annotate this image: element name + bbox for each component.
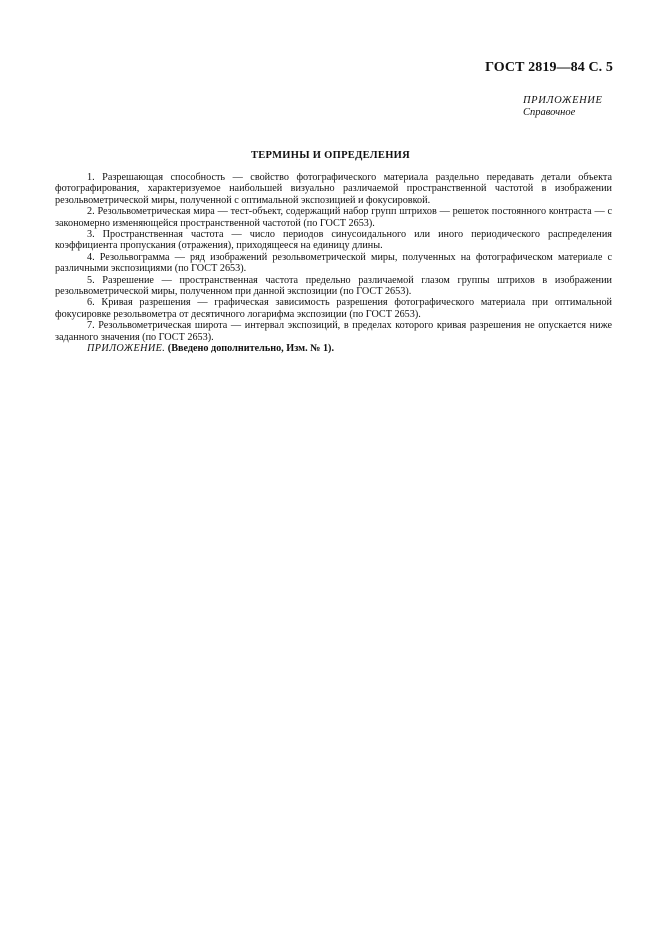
annex-label: [523, 95, 603, 119]
term-paragraph-6: 6. Кривая разрешения — графическая зависимость разрешения фотографического материала при оптимальной фокусировке резольвометра от десятичного логарифма экспозиции (по ГОСТ 2653).: [55, 297, 612, 320]
term-paragraph-5: 5. Разрешение — пространственная частота предельно различаемой глазом группы штрихов в изображении резольвометрической миры, полученном при данной экспозиции (по ГОСТ 2653).: [55, 274, 612, 298]
document-title: ТЕРМИНЫ И ОПРЕДЕЛЕНИЯ: [250, 150, 411, 161]
page-header: ГОСТ 2819—84 С. 5: [485, 60, 613, 75]
annex-title: ПРИЛОЖЕНИЕ: [523, 95, 603, 106]
term-paragraph-7: 7. Резольвометрическая широта — интервал экспозиций, в пределах которого кривая разрешения не опускается ниже заданного значения (по ГОСТ 2653).: [55, 320, 612, 343]
terms-list: [55, 172, 612, 355]
annex-subtitle: Справочное: [523, 107, 576, 118]
term-paragraph-4: 4. Резольвограмма — ряд изображений резольвометрической миры, полученных на фотографическом материале с различными экспозициями (по ГОСТ 2653).: [55, 251, 612, 275]
term-paragraph-1: 1. Разрешающая способность — свойство фотографического материала раздельно передавать детали объекта фотографирования, характеризуемое наибольшей визуально различаемой пространственной частотой в изображении резольвометрической миры, полученной с оптимальной экспозицией и фокусировкой.: [55, 172, 612, 206]
term-paragraph-2: 2. Резольвометрическая мира — тест-объект, содержащий набор групп штрихов — решеток постоянного контраста — с закономерно изменяющейся пространственной частотой (по ГОСТ 2653).: [55, 206, 612, 229]
amendment-note: [55, 343, 612, 354]
term-paragraph-3: 3. Пространственная частота — число периодов синусоидального или иного периодического распределения коэффициента пропускания (отражения), приходящееся на единицу длины.: [55, 229, 612, 252]
amendment-note-text: (Введено дополнительно, Изм. № 1).: [165, 343, 334, 355]
amendment-note-label: ПРИЛОЖЕНИЕ.: [87, 343, 166, 355]
